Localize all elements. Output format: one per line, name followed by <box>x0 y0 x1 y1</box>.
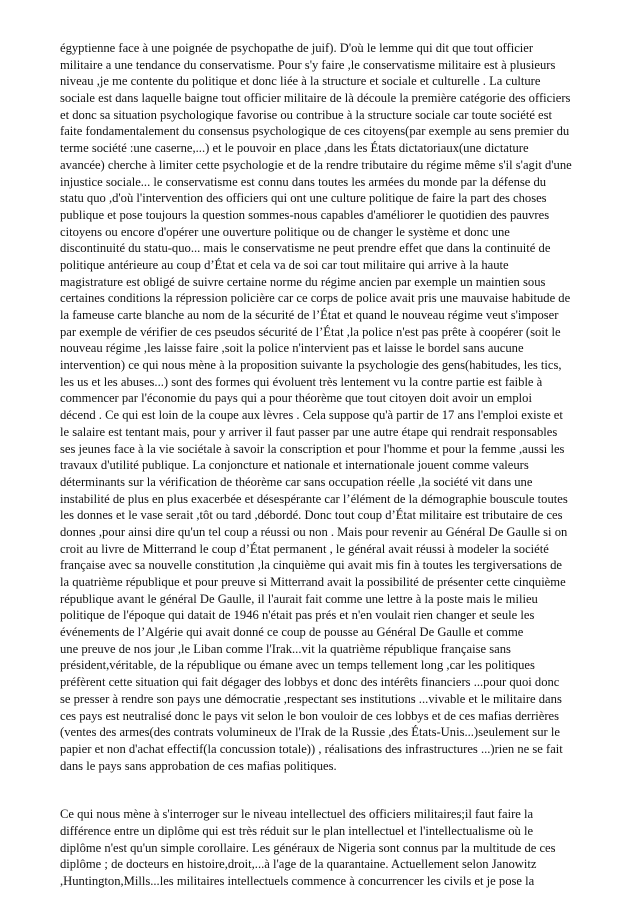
text-line: la fameuse carte blanche au nom de la sécurité de l’État et quand le nouveau régime veut s'imposer <box>60 308 559 322</box>
text-line: nouveau régime ,les laisse faire ,soit la police n'intervient pas et laisse le bordel sans aucune <box>60 341 524 356</box>
text-line: se presser à rendre son pays une démocratie ,respectant ses institutions ...vivable et le militaire dans <box>60 691 562 706</box>
text-line: égyptienne face à une poignée de psychopathe de juif). D'où le lemme qui dit que tout officier <box>60 41 534 55</box>
text-line: les us et les abuses...) sont des formes qui évoluent très lentement vu la contre partie est faible à <box>60 374 543 389</box>
text-line: diplôme n'est qu'un simple corollaire. Les généraux de Nigeria sont connus par la multitude de ces <box>60 840 556 855</box>
text-line: et donc sa situation psychologique favorise ou contribue à la structure sociale car toute société est <box>60 107 553 122</box>
document-page <box>60 40 582 890</box>
text-line: une preuve de nos jour ,le Liban comme l'Irak...vit la quatrième république française sans <box>60 641 511 656</box>
text-line: Ce qui nous mène à s'interroger sur le niveau intellectuel des officiers militaires;il faut faire la <box>60 807 534 822</box>
text-line: injustice sociale... le conservatisme est connu dans toutes les armées du monde par la défense du <box>60 174 547 189</box>
text-line: statu quo ,d'où l'intervention des officiers qui ont une culture politique de faire la part des choses <box>60 191 547 206</box>
text-line: commencer par l'économie du pays qui a pour théorème que tout citoyen doit avoir un emploi <box>60 391 532 406</box>
text-line: dans le pays sans approbation de ces mafias politiques. <box>60 758 337 773</box>
text-line: donnes ,pour ainsi dire qu'un tel coup a réussi ou non . Mais pour revenir au Général De Gaulle si on <box>60 524 568 539</box>
text-line: république avant le général De Gaulle, il l'aurait fait comme une lettre à la poste mais le milieu <box>60 591 538 606</box>
text-line: militaire a une tendance du conservatisme. Pour s'y faire ,le conservatisme militaire est à plusieurs <box>60 57 556 72</box>
text-line: travaux d'utilité publique. La conjoncture et nationale et internationale jouent comme valeurs <box>60 458 529 473</box>
text-line: ses jeunes face à la vie sociétale à savoir la conscription et pour l'homme et pour la femme ,aussi les <box>60 441 565 456</box>
text-line: (ventes des armes(des contrats volumineux de l'Irak de la Russie ,des États-Unis...)seulement sur le <box>60 725 560 740</box>
text-line: ces pays est neutralisé donc le pays vit selon le bon vouloir de ces lobbys et de ces mafias derrières <box>60 708 560 723</box>
paragraph-1 <box>60 40 582 774</box>
text-line: avancée) cherche à limiter cette psychologie et de la rendre tributaire du régime même s'il s'agit d'une <box>60 157 572 172</box>
text-line: le salaire est tentant mais, pour y arriver il faut passer par une autre étape qui rendrait responsables <box>60 424 558 439</box>
text-line: publique et pose toujours la question sommes-nous capables d'améliorer le quotidien des pauvres <box>60 207 550 222</box>
text-line: magistrature est obligé de suivre certaine norme du régime ancien par exemple un maintien sous <box>60 274 546 289</box>
text-line: décend . Ce qui est loin de la coupe aux lèvres . Cela suppose qu'à partir de 17 ans l'emploi existe et <box>60 408 563 423</box>
text-line: événements de l’Algérie qui avait donné ce coup de pousse au Général De Gaulle et comme <box>60 625 524 640</box>
text-line: croit au livre de Mitterrand le coup d’État permanent , le général avait réussi à modeler la société <box>60 541 549 556</box>
paragraph-2 <box>60 806 582 889</box>
text-line: politique antérieure au coup d’État et cela va de soi car tout militaire qui arrive à la haute <box>60 257 509 272</box>
text-line: déterminants sur la vérification de théorème car sans occupation réelle ,la société vit dans une <box>60 474 533 489</box>
text-line: discontinuité du statu-quo... mais le conservatisme ne peut prendre effet que dans la continuité de <box>60 241 551 256</box>
text-line: faite fondamentalement du consensus psychologique de ces citoyens(par exemple au sens premier du <box>60 124 570 139</box>
text-line: terme société :une caserne,...) et le pouvoir en place ,dans les États dictatoriaux(une dictature <box>60 141 529 156</box>
text-line: préfèrent cette situation qui fait dégager des lobbys et donc des intérêts financiers ...pour quoi donc <box>60 675 560 690</box>
text-line: sociale est dans laquelle baigne tout officier militaire de là découle la première catégorie des officiers <box>60 91 571 106</box>
text-line: diplôme ; de docteurs en histoire,droit,...à l'age de la quarantaine. Actuellement selon Janowitz <box>60 857 537 872</box>
text-line: instabilité de plus en plus exacerbée et désespérante car l’élément de la démographie bouscule toutes <box>60 491 568 506</box>
text-line: différence entre un diplôme qui est très réduit sur le plan intellectuel et l'intellectualisme où le <box>60 823 534 838</box>
text-line: la quatrième république et pour preuve si Mitterrand avait la possibilité de présenter cette cinquième <box>60 575 566 589</box>
text-line: président,véritable, de la république ou émane avec un temps tellement long ,car les politiques <box>60 658 535 673</box>
text-line: politique de l'époque qui datait de 1946 n'était pas prés et n'en voulait rien changer et seule les <box>60 608 535 623</box>
text-line: intervention) ce qui nous mène à la proposition suivante la psychologie des gens(habitudes, les tics, <box>60 358 562 373</box>
text-line: papier et non d'achat effectif(la concussion totale)) , réalisations des infrastructures ...)rien ne se fait <box>60 741 563 756</box>
text-line: niveau ,je me contente du politique et donc liée à la structure et sociale et culturelle . La culture <box>60 74 541 89</box>
text-line: citoyens ou encore d'opérer une ouverture politique ou de changer le système et donc une <box>60 224 510 239</box>
text-line: certaines conditions la répression policière car ce corps de police avait pris une mauvaise habitude de <box>60 291 571 306</box>
text-line: les donnes et le vase serait ,tôt ou tard ,débordé. Donc tout coup d’État militaire est tributaire de ces <box>60 508 563 523</box>
text-line: française avec sa nouvelle constitution ,la cinquième qui avait mis fin à toutes les tergiversations de <box>60 558 562 573</box>
text-line: par exemple de vérifier de ces pseudos sécurité de l’État ,la police n'est pas prête à coopérer (soit le <box>60 324 561 339</box>
paragraph-gap <box>60 774 582 806</box>
text-line: ,Huntington,Mills...les militaires intellectuels commence à concurrencer les civils et je pose la <box>60 874 535 888</box>
